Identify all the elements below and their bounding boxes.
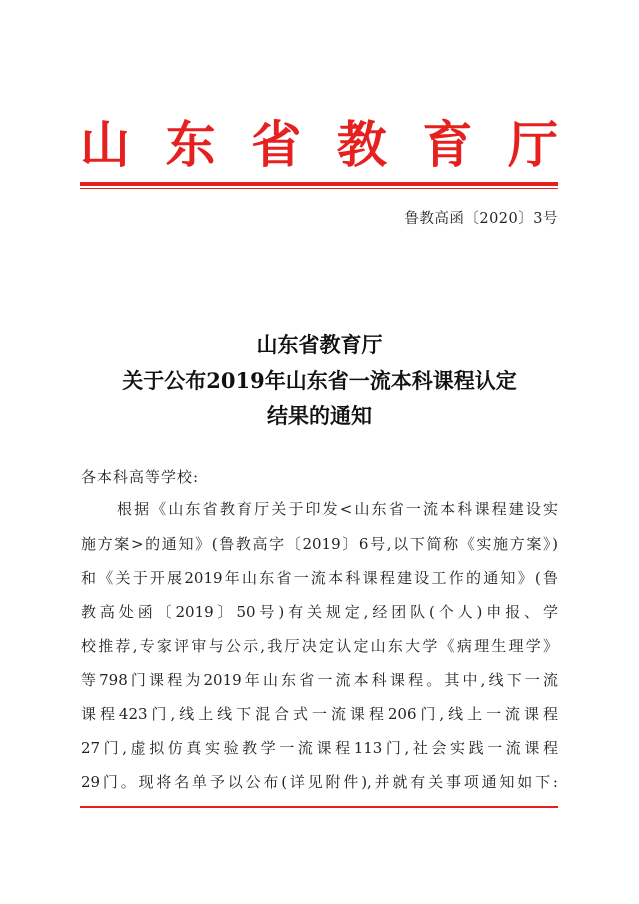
title-line-1: 山东省教育厅 [256,332,383,357]
body-line: 校推荐,专家评审与公示,我厅决定认定山东大学《病理生理学》 [81,637,558,655]
salutation: 各本科高等学校: [81,468,200,486]
document-number: 鲁教高函〔2020〕3号 [404,211,558,227]
body-line: 等798门课程为2019年山东省一流本科课程。其中,线下一流 [81,671,558,689]
body-line: 课程423门,线上线下混合式一流课程206门,线上一流课程 [81,705,558,723]
header-divider-thin [80,188,558,189]
body-line: 施方案>的通知》(鲁教高字〔2019〕6号,以下简称《实施方案》) [81,535,558,553]
body-line: 教高处函〔2019〕50号)有关规定,经团队(个人)申报、学 [81,603,558,621]
masthead-org-name [80,112,558,178]
masthead-char: 山 [80,115,130,174]
body-line: 27门,虚拟仿真实验教学一流课程113门,社会实践一流课程 [81,739,558,757]
masthead-char: 教 [336,115,387,174]
body-line: 根据《山东省教育厅关于印发<山东省一流本科课程建设实 [117,500,558,518]
title-line-2: 关于公布2019年山东省一流本科课程认定 [122,368,517,393]
title-line-3: 结果的通知 [267,403,372,428]
masthead-char: 厅 [507,115,558,174]
masthead-char: 育 [422,115,473,174]
masthead-char: 东 [165,115,216,174]
body-line: 和《关于开展2019年山东省一流本科课程建设工作的通知》(鲁 [81,569,558,587]
header-divider-thick [80,182,558,186]
body-line: 29门。现将名单予以公布(详见附件),并就有关事项通知如下: [81,773,558,791]
masthead-char: 省 [251,115,302,174]
footer-divider [80,806,558,808]
